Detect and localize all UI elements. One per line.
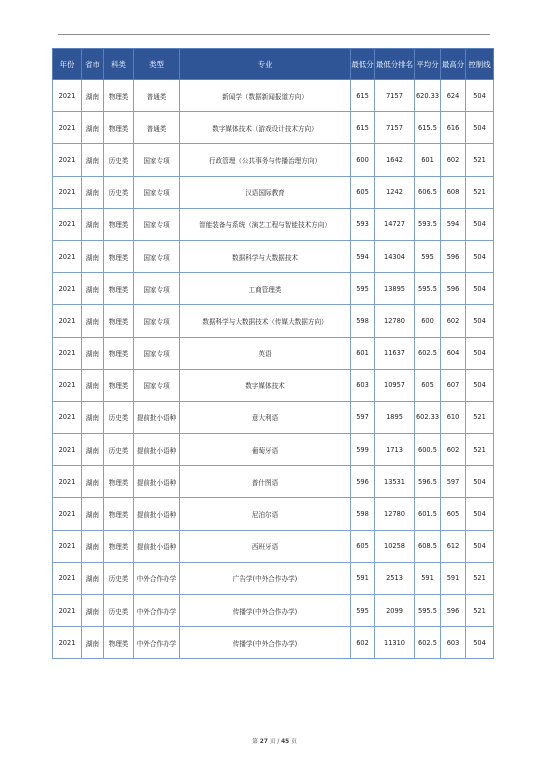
table-cell: 620.33 [415, 80, 441, 112]
footer-middle: 页 / [269, 739, 280, 745]
table-cell: 12780 [375, 305, 415, 337]
table-cell: 数据科学与大数据技术（传媒大数据方向） [180, 305, 351, 337]
column-header: 最高分 [441, 49, 466, 80]
table-cell: 598 [351, 305, 375, 337]
table-row [53, 530, 494, 562]
column-header: 专业 [180, 49, 351, 80]
table-cell: 597 [441, 466, 466, 498]
table-cell: 国家专项 [134, 240, 180, 272]
table-row [53, 466, 494, 498]
table-cell: 595 [351, 595, 375, 627]
table-cell: 596 [351, 466, 375, 498]
table-row [53, 498, 494, 530]
table-row [53, 176, 494, 208]
table-cell: 湖南 [82, 627, 104, 659]
admission-score-table [52, 48, 494, 659]
table-cell: 物理类 [104, 80, 134, 112]
table-cell: 2021 [53, 80, 82, 112]
table-row [53, 208, 494, 240]
table-cell: 国家专项 [134, 144, 180, 176]
table-row [53, 434, 494, 466]
table-row [53, 595, 494, 627]
table-cell: 2021 [53, 466, 82, 498]
table-cell: 615.5 [415, 112, 441, 144]
table-row [53, 273, 494, 305]
table-cell: 中外合作办学 [134, 562, 180, 594]
table-cell: 600 [415, 305, 441, 337]
table-cell: 521 [466, 562, 494, 594]
table-cell: 数字媒体技术（游戏设计技术方向） [180, 112, 351, 144]
table-cell: 2021 [53, 208, 82, 240]
table-cell: 新闻学（数据新闻报道方向） [180, 80, 351, 112]
table-cell: 597 [351, 401, 375, 433]
table-cell: 物理类 [104, 627, 134, 659]
table-cell: 504 [466, 208, 494, 240]
table-cell: 湖南 [82, 112, 104, 144]
column-header: 年份 [53, 49, 82, 80]
table-cell: 湖南 [82, 434, 104, 466]
table-body [53, 80, 494, 659]
table-cell: 615 [351, 80, 375, 112]
total-page-count: 45 [281, 739, 290, 745]
table-cell: 521 [466, 434, 494, 466]
table-cell: 历史类 [104, 595, 134, 627]
footer-prefix: 第 [252, 739, 258, 745]
table-cell: 602 [441, 305, 466, 337]
table-cell: 历史类 [104, 144, 134, 176]
table-cell: 物理类 [104, 337, 134, 369]
table-cell: 13531 [375, 466, 415, 498]
table-cell: 1242 [375, 176, 415, 208]
table-cell: 物理类 [104, 369, 134, 401]
table-cell: 7157 [375, 112, 415, 144]
table-row [53, 144, 494, 176]
table-cell: 1642 [375, 144, 415, 176]
table-cell: 605 [441, 498, 466, 530]
table-cell: 尼泊尔语 [180, 498, 351, 530]
table-cell: 西班牙语 [180, 530, 351, 562]
table-cell: 604 [441, 337, 466, 369]
table-cell: 2021 [53, 530, 82, 562]
table-cell: 数据科学与大数据技术 [180, 240, 351, 272]
table-cell: 602.5 [415, 627, 441, 659]
table-cell: 传播学(中外合作办学) [180, 595, 351, 627]
table-cell: 591 [441, 562, 466, 594]
table-cell: 601 [351, 337, 375, 369]
table-cell: 2021 [53, 627, 82, 659]
table-cell: 504 [466, 240, 494, 272]
column-header: 最低分 [351, 49, 375, 80]
table-cell: 历史类 [104, 176, 134, 208]
column-header: 省市 [82, 49, 104, 80]
table-cell: 2021 [53, 498, 82, 530]
table-cell: 国家专项 [134, 305, 180, 337]
table-cell: 601 [415, 144, 441, 176]
table-cell: 广告学(中外合作办学) [180, 562, 351, 594]
table-cell: 提前批小语种 [134, 530, 180, 562]
table-cell: 湖南 [82, 176, 104, 208]
table-cell: 602 [441, 144, 466, 176]
table-cell: 504 [466, 337, 494, 369]
table-cell: 湖南 [82, 530, 104, 562]
table-cell: 596 [441, 595, 466, 627]
table-cell: 11310 [375, 627, 415, 659]
footer-suffix: 页 [291, 739, 297, 745]
table-cell: 数字媒体技术 [180, 369, 351, 401]
table-cell: 提前批小语种 [134, 434, 180, 466]
table-cell: 普什图语 [180, 466, 351, 498]
table-cell: 2021 [53, 595, 82, 627]
table-row [53, 112, 494, 144]
column-header: 科类 [104, 49, 134, 80]
table-cell: 10258 [375, 530, 415, 562]
table-cell: 工商管理类 [180, 273, 351, 305]
table-cell: 提前批小语种 [134, 466, 180, 498]
table-cell: 521 [466, 176, 494, 208]
table-cell: 2021 [53, 337, 82, 369]
table-cell: 610 [441, 401, 466, 433]
table-header [53, 49, 494, 80]
table-cell: 普通类 [134, 80, 180, 112]
table-cell: 物理类 [104, 305, 134, 337]
table-cell: 汉语国际教育 [180, 176, 351, 208]
table-cell: 602 [351, 627, 375, 659]
column-header: 控制线 [466, 49, 494, 80]
table-cell: 504 [466, 530, 494, 562]
table-cell: 600 [351, 144, 375, 176]
table-row [53, 305, 494, 337]
table-cell: 中外合作办学 [134, 627, 180, 659]
table-row [53, 369, 494, 401]
table-cell: 595 [415, 240, 441, 272]
table-cell: 504 [466, 466, 494, 498]
table-cell: 2021 [53, 273, 82, 305]
table-cell: 10957 [375, 369, 415, 401]
table-cell: 504 [466, 369, 494, 401]
table-cell: 14727 [375, 208, 415, 240]
table-cell: 602.5 [415, 337, 441, 369]
table-row [53, 240, 494, 272]
table-cell: 596.5 [415, 466, 441, 498]
column-header: 最低分排名 [375, 49, 415, 80]
table-cell: 湖南 [82, 595, 104, 627]
table-cell: 593.5 [415, 208, 441, 240]
table-cell: 1895 [375, 401, 415, 433]
table-cell: 行政管理（公共事务与传播治理方向） [180, 144, 351, 176]
table-cell: 593 [351, 208, 375, 240]
table-cell: 物理类 [104, 466, 134, 498]
table-cell: 国家专项 [134, 337, 180, 369]
table-cell: 616 [441, 112, 466, 144]
table-cell: 603 [351, 369, 375, 401]
table-cell: 504 [466, 112, 494, 144]
table-cell: 中外合作办学 [134, 595, 180, 627]
table-cell: 14304 [375, 240, 415, 272]
table-cell: 2021 [53, 112, 82, 144]
table-row [53, 401, 494, 433]
table-cell: 7157 [375, 80, 415, 112]
table-row [53, 337, 494, 369]
table-cell: 504 [466, 498, 494, 530]
column-header: 平均分 [415, 49, 441, 80]
table-cell: 2021 [53, 176, 82, 208]
table-cell: 601.5 [415, 498, 441, 530]
table-cell: 湖南 [82, 144, 104, 176]
table-cell: 596 [441, 273, 466, 305]
table-cell: 2021 [53, 305, 82, 337]
table-cell: 国家专项 [134, 176, 180, 208]
table-cell: 2021 [53, 434, 82, 466]
table-cell: 提前批小语种 [134, 498, 180, 530]
table-cell: 521 [466, 144, 494, 176]
table-cell: 国家专项 [134, 369, 180, 401]
table-cell: 599 [351, 434, 375, 466]
table-cell: 2021 [53, 144, 82, 176]
table-cell: 12780 [375, 498, 415, 530]
table-cell: 594 [441, 208, 466, 240]
table-cell: 物理类 [104, 240, 134, 272]
table-cell: 2021 [53, 562, 82, 594]
table-cell: 605 [415, 369, 441, 401]
table-cell: 1713 [375, 434, 415, 466]
table-cell: 591 [351, 562, 375, 594]
table-cell: 2021 [53, 401, 82, 433]
table-cell: 湖南 [82, 369, 104, 401]
table-cell: 湖南 [82, 240, 104, 272]
table-cell: 612 [441, 530, 466, 562]
table-cell: 英语 [180, 337, 351, 369]
table-cell: 11637 [375, 337, 415, 369]
table-cell: 湖南 [82, 401, 104, 433]
table-cell: 传播学(中外合作办学) [180, 627, 351, 659]
current-page-number: 27 [259, 739, 268, 745]
table-row [53, 80, 494, 112]
table-cell: 湖南 [82, 305, 104, 337]
table-cell: 2021 [53, 369, 82, 401]
table-cell: 历史类 [104, 562, 134, 594]
table-cell: 湖南 [82, 273, 104, 305]
page-footer [0, 736, 549, 745]
table-cell: 504 [466, 273, 494, 305]
table-cell: 596 [441, 240, 466, 272]
table-cell: 湖南 [82, 498, 104, 530]
table-cell: 物理类 [104, 273, 134, 305]
table-cell: 600.5 [415, 434, 441, 466]
table-cell: 物理类 [104, 208, 134, 240]
table-cell: 603 [441, 627, 466, 659]
table-cell: 595 [351, 273, 375, 305]
column-header: 类型 [134, 49, 180, 80]
table-cell: 2021 [53, 240, 82, 272]
table-cell: 521 [466, 401, 494, 433]
table-cell: 历史类 [104, 434, 134, 466]
table-cell: 605 [351, 530, 375, 562]
top-divider [58, 34, 490, 35]
table-cell: 605 [351, 176, 375, 208]
table-cell: 598 [351, 498, 375, 530]
table-cell: 595.5 [415, 273, 441, 305]
table-cell: 物理类 [104, 112, 134, 144]
table-cell: 湖南 [82, 80, 104, 112]
table-cell: 普通类 [134, 112, 180, 144]
table-cell: 国家专项 [134, 273, 180, 305]
table-cell: 504 [466, 627, 494, 659]
table-cell: 595.5 [415, 595, 441, 627]
table-cell: 葡萄牙语 [180, 434, 351, 466]
table-cell: 提前批小语种 [134, 401, 180, 433]
table-cell: 624 [441, 80, 466, 112]
table-row [53, 562, 494, 594]
table-cell: 504 [466, 305, 494, 337]
table-cell: 13895 [375, 273, 415, 305]
table-cell: 608 [441, 176, 466, 208]
table-cell: 湖南 [82, 208, 104, 240]
table-cell: 国家专项 [134, 208, 180, 240]
table-cell: 606.5 [415, 176, 441, 208]
table-cell: 615 [351, 112, 375, 144]
header-row [53, 49, 494, 80]
table-cell: 607 [441, 369, 466, 401]
table-cell: 物理类 [104, 530, 134, 562]
table-cell: 湖南 [82, 562, 104, 594]
table-row [53, 627, 494, 659]
table-cell: 湖南 [82, 337, 104, 369]
table-cell: 2513 [375, 562, 415, 594]
table-cell: 594 [351, 240, 375, 272]
table-cell: 591 [415, 562, 441, 594]
table-cell: 湖南 [82, 466, 104, 498]
table-cell: 智能装备与系统（演艺工程与智能技术方向） [180, 208, 351, 240]
table-cell: 521 [466, 595, 494, 627]
table-cell: 历史类 [104, 401, 134, 433]
table-cell: 2099 [375, 595, 415, 627]
table-cell: 504 [466, 80, 494, 112]
table-cell: 意大利语 [180, 401, 351, 433]
table-cell: 602.33 [415, 401, 441, 433]
table-cell: 物理类 [104, 498, 134, 530]
table-cell: 608.5 [415, 530, 441, 562]
table-cell: 602 [441, 434, 466, 466]
